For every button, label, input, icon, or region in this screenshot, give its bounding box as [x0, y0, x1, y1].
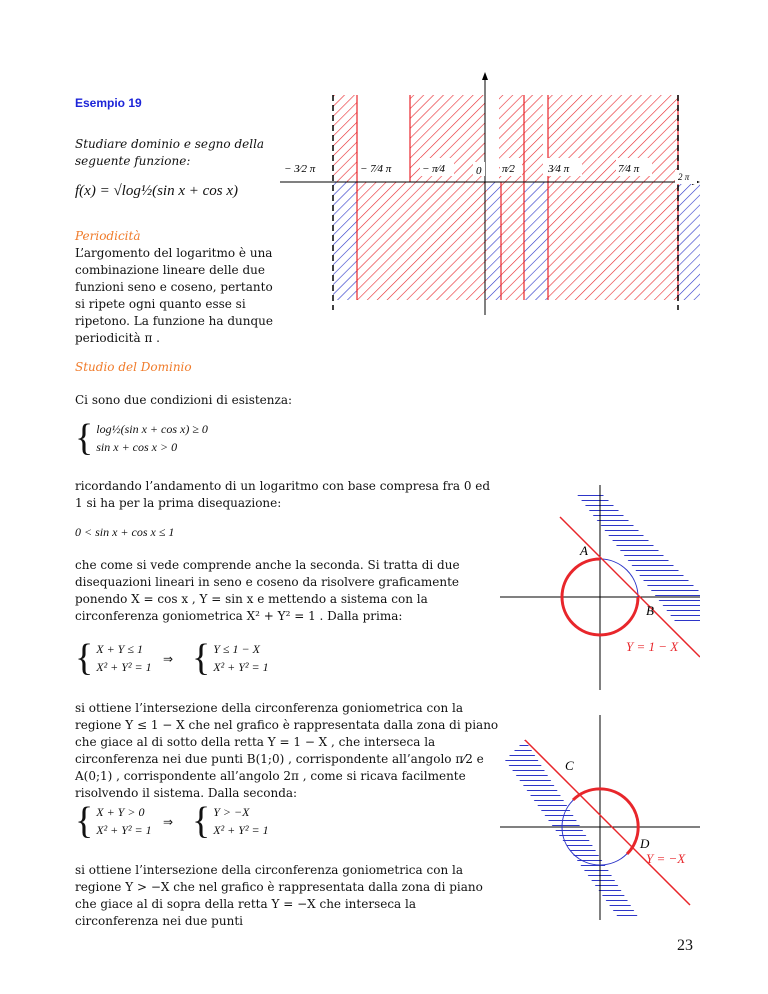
- implies-arrow: ⇒: [163, 815, 174, 829]
- periodicity-text: L’argomento del logaritmo è una combinazione lineare delle due funzioni seno e coseno, pertanto si ripete ogni quanto esse si ripetono. La funzione ha dunque periodicità π .: [75, 246, 273, 345]
- tick-label: π⁄2: [502, 163, 515, 175]
- conditions-intro: Ci sono due condizioni di esistenza:: [75, 393, 293, 407]
- blue-region: [487, 182, 501, 300]
- point-a-label: A: [580, 543, 588, 558]
- red-region: [357, 182, 487, 300]
- domain-title: Studio del Dominio: [75, 360, 192, 374]
- system-2-right: { Y > −X X² + Y² = 1: [192, 800, 269, 842]
- paragraph-4: si ottiene l’intersezione della circonferenza goniometrica con la regione Y > −X che nel grafico è rappresentata dalla zona di piano che giace al di sopra della retta Y = −X che interseca la circonferenza nei due punti: [75, 863, 483, 928]
- blue-region: [333, 182, 357, 300]
- system-1-right: { Y ≤ 1 − X X² + Y² = 1: [192, 637, 269, 679]
- conditions-system: { log½(sin x + cos x) ≥ 0 sin x + cos x > 0: [75, 417, 208, 459]
- paragraph-2: che come si vede comprende anche la seconda. Si tratta di due disequazioni lineari in seno e coseno da risolvere graficamente ponendo X = cos x , Y = sin x e mettendo a sistema con la circonferenza goniometrica X² + Y² = 1 . Dalla prima:: [75, 558, 460, 623]
- implies-arrow: ⇒: [163, 652, 174, 666]
- tick-label: 3⁄4 π: [548, 163, 570, 175]
- tick-label: − 3⁄2 π: [284, 163, 316, 175]
- page-number: 23: [677, 937, 693, 954]
- system-1-left: { X + Y ≤ 1 X² + Y² = 1: [75, 637, 152, 679]
- paragraph-3: si ottiene l’intersezione della circonferenza goniometrica con la regione Y ≤ 1 − X che nel grafico è rappresentata dalla zona di piano che giace al di sotto della retta Y = 1 − X , che interseca la circonferenza nei due punti B(1;0) , corrispondente all’angolo π⁄2 e A(0;1) , corrispondente all’angolo 2π , come si ricava facilmente risolvendo il sistema. Dalla seconda:: [75, 701, 499, 800]
- circle-graph-2: [500, 715, 700, 920]
- red-region: [333, 95, 357, 182]
- point-b-label: B: [646, 603, 654, 618]
- blue-region: [678, 182, 700, 300]
- point-d-label: D: [640, 836, 650, 851]
- system-2-left: { X + Y > 0 X² + Y² = 1: [75, 800, 152, 842]
- tick-label: 7⁄4 π: [618, 163, 640, 175]
- example-heading: Esempio 19: [75, 96, 142, 110]
- condition-2: sin x + cos x > 0: [96, 440, 178, 454]
- line-label: Y = 1 − X: [626, 639, 679, 654]
- sign-chart: [280, 70, 700, 320]
- point-c-label: C: [565, 758, 574, 773]
- inequality: 0 < sin x + cos x ≤ 1: [75, 525, 175, 539]
- blue-region: [524, 182, 548, 300]
- tick-label: − 7⁄4 π: [360, 163, 392, 175]
- condition-1: log½(sin x + cos x) ≥ 0: [96, 422, 208, 436]
- periodicity-title: Periodicità: [75, 229, 141, 243]
- red-region: [501, 182, 524, 300]
- circle-graph-1: [500, 485, 700, 690]
- red-region: [548, 182, 678, 300]
- function-formula: f(x) = √log½(sin x + cos x): [75, 183, 239, 199]
- tick-label: − π⁄4: [422, 163, 446, 175]
- paragraph-1: ricordando l’andamento di un logaritmo con base compresa fra 0 ed 1 si ha per la prima disequazione:: [75, 479, 491, 510]
- tick-label: 2 π: [678, 172, 690, 182]
- intro-text: Studiare dominio e segno della seguente funzione:: [75, 137, 265, 168]
- tick-label: 0: [476, 165, 482, 177]
- line-label: Y = −X: [646, 851, 686, 866]
